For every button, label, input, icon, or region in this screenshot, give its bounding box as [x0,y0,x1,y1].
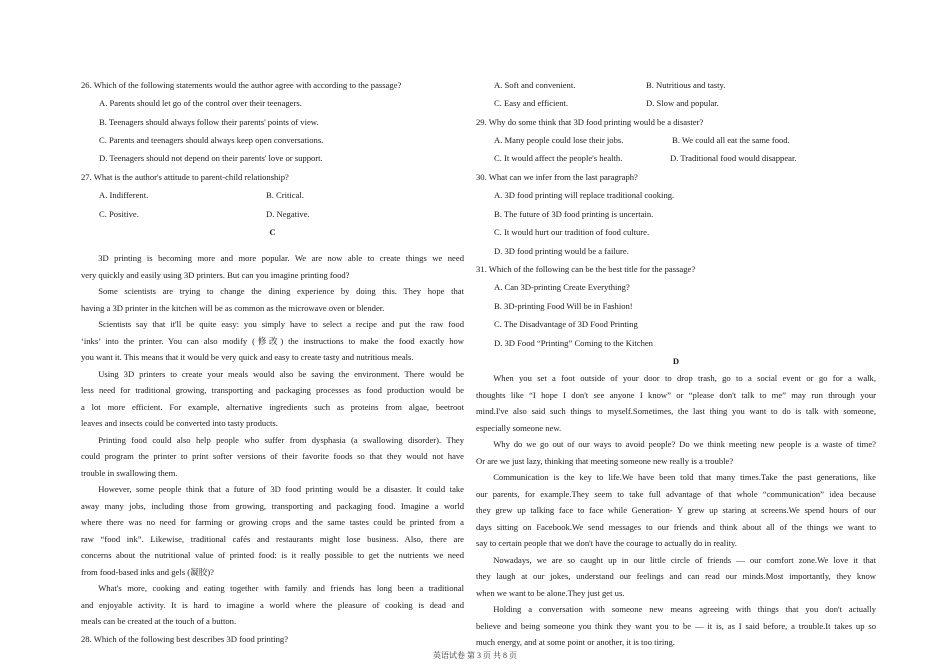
passage-line: However, some people think that a future of 3D food printing would be a disaster. It could take [98,484,464,494]
section-d-heading: D [672,356,680,366]
passage-line: meals can be created at the touch of a button. [81,616,237,626]
passage-line: trouble in swallowing them. [81,467,178,478]
passage-line: away many jobs, including those from growing, transporting and packaging food. Imagine a world [81,500,464,511]
passage-line: our parents, for example.They seem to take full advantage of that whole “communication” idea because [476,488,876,499]
question-27: 27. What is the author's attitude to parent-child relationship? [81,172,289,182]
question-31: 31. Which of the following can be the best title for the passage? [476,264,696,274]
passage-line: they grew up talking face to face while Generation- Y grew up staring at screens.We spend hours of our [476,505,876,515]
passage-line: very quickly and easily using 3D printers. But can you imagine printing food? [81,269,350,280]
passage-line: say to certain people that we don't have the courage to actually do in reality. [476,538,737,548]
passage-line: especially someone new. [476,422,562,433]
passage-line: Printing food could also help people who suffer from dysphasia (a swallowing disorder). They [98,434,464,445]
passage-line: raw “food ink”. Likewise, traditional cafés and restaurants might lose business. Also, there are [81,533,464,544]
q26-option-a: A. Parents should let go of the control over their teenagers. [99,98,302,108]
passage-line: when we want to be alone.They just get us. [476,587,625,598]
passage-line: they laugh at our jokes, understand our feelings and can read our minds.Most importantly, they know [476,571,876,581]
passage-line: believe and being someone you think they want you to be — it is, as I said before, a trouble.It takes up so [476,620,876,631]
passage-line: having a 3D printer in the kitchen will be as common as the microwave oven or blender. [81,302,385,313]
passage-line: mind.I've also said such things to myself.Sometimes, the last thing you want to do is talk with someone, [476,406,876,416]
passage-line: Or are we just lazy, thinking that meeting someone new really is a trouble? [476,455,734,466]
passage-line: where there was no need for farming or growing crops and the same tastes could be printed from a [81,517,464,527]
q26-option-d: D. Teenagers should not depend on their parents' love or support. [99,153,323,163]
q31-option-c: C. The Disadvantage of 3D Food Printing [494,319,638,329]
passage-line: Scientists say that it'll be quite easy: you simply have to select a recipe and put the raw food [98,319,464,329]
q30-option-a: A. 3D food printing will replace traditional cooking. [494,190,675,200]
question-29: 29. Why do some think that 3D food printing would be a disaster? [476,117,704,127]
q29-option-b: B. We could all eat the same food. [672,135,790,145]
passage-c [81,250,464,630]
passage-line: leaves and insects could be converted into tasty products. [81,418,278,428]
passage-line: thoughts like “I hope I don't see anyone I know” or “please don't talk to me” may run through your [476,389,876,400]
passage-line: days sitting on Facebook.We send messages to our friends and think about all of the things we want to [476,521,876,532]
q31-option-d: D. 3D Food “Printing” Coming to the Kitchen [494,338,653,348]
q29-option-d: D. Traditional food would disappear. [670,153,797,163]
passage-line: Nowadays, we are so caught up in our little circle of friends — our comfort zone.We love it that [493,554,876,565]
question-28: 28. Which of the following best describes 3D food printing? [81,634,289,644]
q30-option-b: B. The future of 3D food printing is uncertain. [494,209,654,219]
q30-option-c: C. It would hurt our tradition of food culture. [494,227,650,237]
passage-line: from food-based inks and gels (凝胶)? [81,566,214,577]
passage-line: and enjoyable activity. It is hard to imagine a world where the pleasure of cooking is dead and [81,599,464,610]
passage-line: ‘inks’ into the printer. You can also modify (修改) the instructions to make the food exactly how [81,335,464,346]
passage-line: Communication is the key to life.We have been told that many times.Take the past generations, like [493,472,876,482]
q28-option-b: B. Nutritious and tasty. [646,80,726,90]
passage-line: 3D printing is becoming more and more popular. We are now able to create things we need [98,253,464,263]
section-c-heading: C [269,227,276,237]
passage-line: When you set a foot outside of your door to drop trash, go to a social event or go for a walk, [493,373,876,383]
passage-line: you want it. This means that it would be very quick and easy to create tasty and nutritious meals. [81,352,414,362]
passage-d [476,370,876,651]
passage-line: Holding a conversation with someone new means agreeing with things that you don't actually [493,604,876,614]
passage-line: Why do we go out of our ways to avoid people? Do we think meeting new people is a waste of time? [493,439,876,449]
q30-option-d: D. 3D food printing would be a failure. [494,246,629,256]
question-30: 30. What can we infer from the last paragraph? [476,172,638,182]
q31-option-b: B. 3D-printing Food Will be in Fashion! [494,301,633,311]
page-footer: 英语试卷 第 3 页 共 8 页 [433,651,517,660]
question-26: 26. Which of the following statements would the author agree with according to the passage? [81,80,402,90]
passage-line: Using 3D printers to create your meals would also be saving the environment. There would be [98,368,464,379]
q28-option-a: A. Soft and convenient. [494,80,576,90]
passage-line: What's more, cooking and eating together with family and friends has long been a traditional [98,583,464,593]
q28-option-d: D. Slow and popular. [646,98,719,108]
q31-option-a: A. Can 3D-printing Create Everything? [494,282,630,292]
passage-line: much energy, and at some point or another, it is too tiring. [476,637,675,647]
passage-line: Some scientists are trying to change the dining experience by doing this. They hope that [98,286,464,296]
passage-line: a lot more efficient. For example, alternative ingredients such as proteins from algae, beetroot [81,401,464,412]
q26-option-b: B. Teenagers should always follow their parents' points of view. [99,117,319,127]
passage-line: less need for traditional growing, transporting and packaging processes as food production would be [81,385,464,395]
q29-option-a: A. Many people could lose their jobs. [494,135,624,145]
passage-line: concerns about the nutritional value of printed food: is it really possible to get the nutrients we need [81,550,464,560]
q27-option-b: B. Critical. [266,190,304,200]
q27-option-a: A. Indifferent. [99,190,149,200]
passage-line: could program the printer to print softer versions of their favorite foods so that they would not have [81,451,464,461]
q28-option-c: C. Easy and efficient. [494,98,569,108]
q27-option-d: D. Negative. [266,209,310,219]
q29-option-c: C. It would affect the people's health. [494,153,623,163]
q26-option-c: C. Parents and teenagers should always keep open conversations. [99,135,324,145]
q27-option-c: C. Positive. [99,209,139,219]
